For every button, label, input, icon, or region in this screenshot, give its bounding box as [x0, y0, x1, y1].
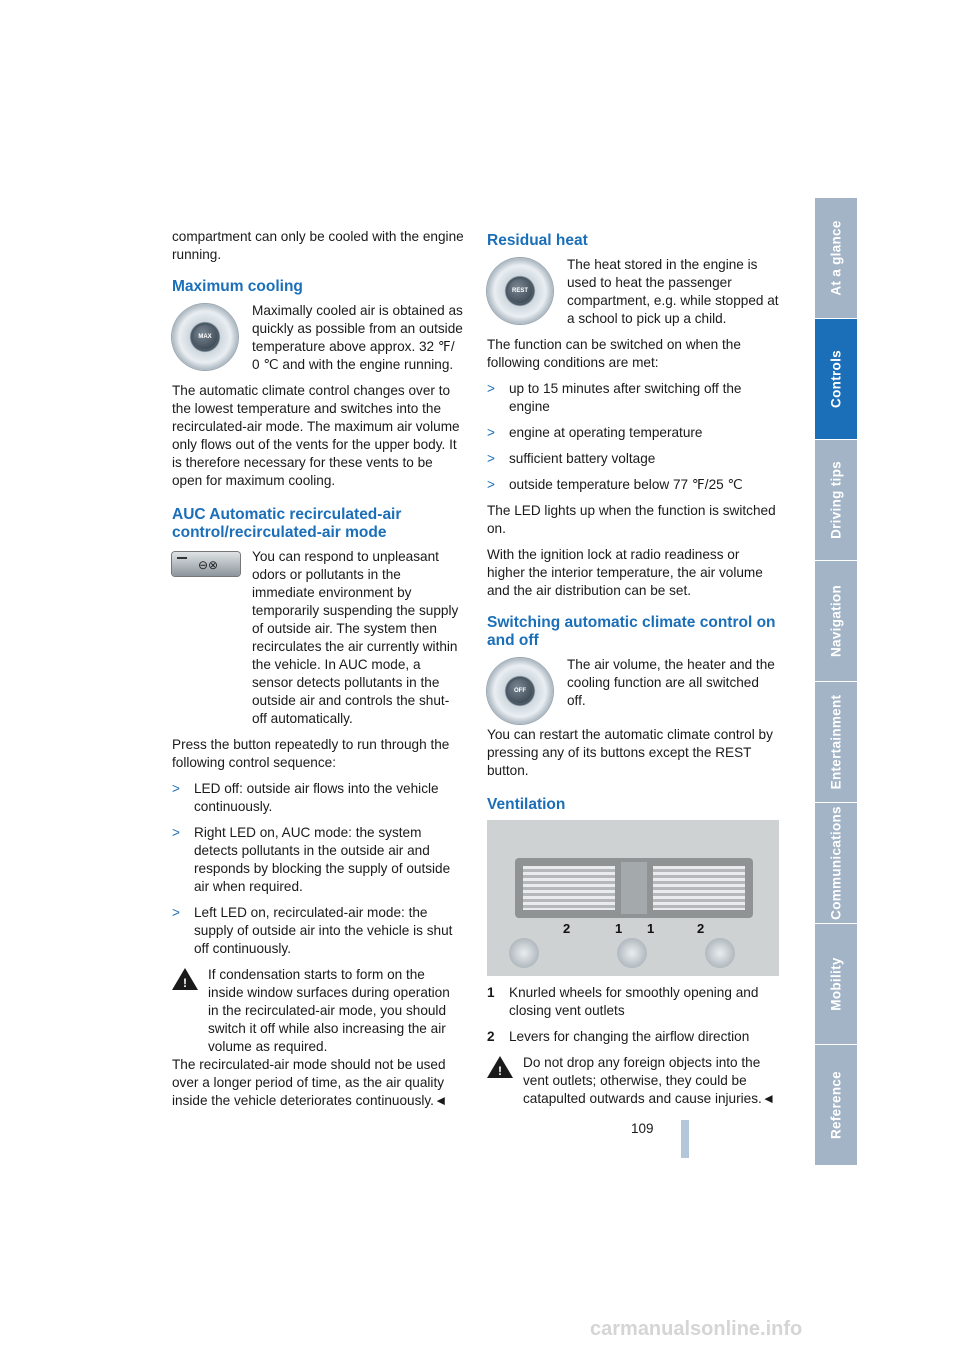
tab-controls[interactable]: Controls: [815, 319, 857, 440]
tab-driving-tips[interactable]: Driving tips: [815, 440, 857, 561]
tab-communications[interactable]: Communications: [815, 803, 857, 924]
legend-item: 1 Knurled wheels for smoothly opening and closing vent outlets: [487, 985, 759, 1018]
tab-entertainment[interactable]: Entertainment: [815, 682, 857, 803]
control-knob: [509, 938, 539, 968]
intro-text: compartment can only be cooled with the engine running.: [172, 229, 464, 262]
warning-block: ! If condensation starts to form on the inside window surfaces during operation in the recirculated-air mode, you should switch it off while also increasing the air volume as required.: [172, 966, 464, 1056]
warning-icon: !: [487, 1056, 513, 1078]
residual-heat-text: The heat stored in the engine is used to heat the passenger compartment, e.g. while stopped at a school to pick up a child.: [567, 257, 779, 326]
residual-heat-block: [487, 256, 779, 328]
tab-reference[interactable]: Reference: [815, 1045, 857, 1166]
switch-off-block: [487, 656, 779, 726]
vent-center-wheels: [621, 862, 647, 914]
switch-off-text: The air volume, the heater and the cooling function are all switched off.: [567, 657, 775, 708]
tab-mobility[interactable]: Mobility: [815, 924, 857, 1045]
legend-item: 2 Levers for changing the airflow direction: [487, 1029, 750, 1044]
vent-grille-right: [653, 866, 745, 910]
callout-label: 1: [647, 921, 655, 936]
callout-label: 2: [563, 921, 571, 936]
tab-navigation[interactable]: Navigation: [815, 561, 857, 682]
auc-symbol-icon: ⊖⊗: [198, 558, 219, 572]
residual-heat-text-3: The LED lights up when the function is switched on.: [487, 503, 776, 536]
control-knob: [705, 938, 735, 968]
off-button-image: OFF: [487, 658, 553, 724]
callout-label: 2: [697, 921, 705, 936]
auc-text-2: Press the button repeatedly to run through the following control sequence:: [172, 737, 450, 770]
ventilation-image: [487, 820, 779, 976]
switch-off-text-2: You can restart the automatic climate control by pressing any of its buttons except the REST button.: [487, 727, 773, 778]
residual-heat-text-2: The function can be switched on when the following conditions are met:: [487, 337, 741, 370]
warning-block: ! Do not drop any foreign objects into the vent outlets; otherwise, they could be catapulted outwards and cause injuries.◄: [487, 1054, 779, 1108]
watermark: carmanualsonline.info: [590, 1318, 803, 1340]
max-cooling-heading: Maximum cooling: [172, 278, 303, 295]
vent-grille-left: [523, 866, 615, 910]
control-knob: [617, 938, 647, 968]
residual-heat-heading: Residual heat: [487, 232, 588, 249]
warning-icon: !: [172, 968, 198, 990]
auc-button-image: [172, 552, 240, 576]
page-number: 109: [631, 1121, 654, 1136]
residual-heat-text-4: With the ignition lock at radio readiness or higher the interior temperature, the air volume and the air distribution can be set.: [487, 547, 763, 598]
rest-button-image: REST: [487, 258, 553, 324]
list-item: > Right LED on, AUC mode: the system detects pollutants in the outside air and responds by blocking the supply of outside air when required.: [172, 825, 451, 894]
list-item: > sufficient battery voltage: [487, 451, 656, 466]
list-item: > LED off: outside air flows into the vehicle continuously.: [172, 781, 439, 814]
max-cooling-block: [172, 302, 464, 374]
ventilation-heading: Ventilation: [487, 796, 566, 813]
callout-label: 1: [615, 921, 623, 936]
page-marker: [681, 1120, 689, 1158]
list-item: > up to 15 minutes after switching off the engine: [487, 381, 742, 414]
max-cooling-text: Maximally cooled air is obtained as quickly as possible from an outside temperature above approx. 32 ℉/ 0 ℃ and with the engine running.: [252, 303, 463, 372]
tab-at-a-glance[interactable]: At a glance: [815, 198, 857, 319]
switch-off-heading: Switching automatic climate control on and off: [487, 614, 776, 649]
chapter-tabs: [815, 198, 857, 1159]
list-item: > Left LED on, recirculated-air mode: the supply of outside air into the vehicle is shut off continuously.: [172, 905, 453, 956]
max-button-image: MAX: [172, 304, 238, 370]
max-cooling-text-2: The automatic climate control changes over to the lowest temperature and switches into the recirculated-air mode. The maximum air volume only flows out of the vents for the upper body. It is therefore necessary for these vents to be open for maximum cooling.: [172, 383, 460, 488]
auc-led: [177, 557, 187, 559]
list-item: > outside temperature below 77 ℉/25 ℃: [487, 477, 743, 492]
warning-text-2: The recirculated-air mode should not be used over a longer period of time, as the air quality inside the vehicle deteriorates continuously.◄: [172, 1057, 448, 1108]
auc-heading: AUC Automatic recirculated-air control/recirculated-air mode: [172, 506, 402, 541]
list-item: > engine at operating temperature: [487, 425, 703, 440]
vent-panel: [515, 858, 753, 918]
auc-block: [172, 548, 464, 728]
auc-text: You can respond to unpleasant odors or pollutants in the immediate environment by temporarily suspending the supply of outside air. The system then recirculates the air currently within the vehicle. In AUC mode, a sensor detects pollutants in the outside air and controls the shut-off automatically.: [252, 549, 459, 726]
left-column: [172, 228, 464, 1118]
right-column: [487, 228, 779, 1108]
